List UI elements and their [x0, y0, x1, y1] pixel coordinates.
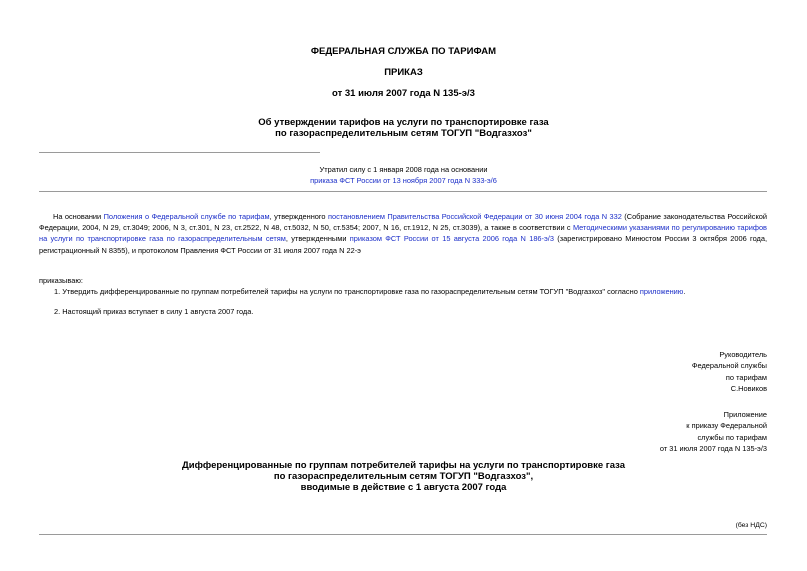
doc-title-line1: Об утверждении тарифов на услуги по транспортировке газа	[258, 117, 549, 128]
appendix-title-line3: вводимые в действие с 1 августа 2007 года	[300, 482, 507, 493]
appendix-ref-line2: к приказу Федеральной	[686, 421, 767, 431]
order-item-2: 2. Настоящий приказ вступает в силу 1 августа 2007 года.	[54, 307, 254, 316]
signature-line1: Руководитель	[719, 350, 767, 359]
appendix-ref-line4: от 31 июля 2007 года N 135-э/3	[659, 443, 767, 453]
link-fst-order-186[interactable]: приказом ФСТ России от 15 августа 2006 года N 186-э/3	[349, 234, 554, 244]
signature-line2: Федеральной службы	[691, 361, 767, 371]
preamble-text: (зарегистрировано Минюстом России 3 октября 2006 года, регистрационный N 8355), и протоколом Правления ФСТ России от 31 июля 2007 года N 22-э	[39, 234, 768, 255]
order-intro: приказываю:	[39, 276, 83, 285]
appendix-title-line2: по газораспределительным сетям ТОГУП "Водгазхоз",	[273, 471, 534, 482]
doc-title-line2: по газораспределительным сетям ТОГУП "Водгазхоз"	[275, 128, 532, 139]
link-government-decree[interactable]: постановлением Правительства Российской Федерации от 30 июня 2004 года N 332	[327, 212, 622, 221]
status-link[interactable]: приказа ФСТ России от 13 ноября 2007 года N 333-э/6	[310, 176, 497, 185]
long-rule	[39, 191, 767, 192]
org-name: ФЕДЕРАЛЬНАЯ СЛУЖБА ПО ТАРИФАМ	[310, 46, 497, 57]
appendix-title-line1: Дифференцированные по группам потребителей тарифы на услуги по транспортировке газа	[181, 460, 626, 471]
link-fts-regulation[interactable]: Положения о Федеральной службе по тарифам	[103, 212, 270, 221]
preamble-text: На основании	[53, 212, 104, 221]
appendix-reference	[567, 409, 767, 454]
appendix-ref-line1: Приложение	[723, 410, 767, 419]
signature-name: С.Новиков	[730, 383, 767, 393]
bottom-rule	[39, 534, 767, 535]
link-appendix[interactable]: приложению	[639, 287, 684, 296]
short-rule	[39, 152, 320, 153]
order-item-1-end: .	[683, 287, 686, 296]
status-note	[0, 164, 807, 186]
order-item-1	[39, 286, 767, 297]
vat-note: (без НДС)	[735, 522, 767, 529]
link-methodical-guidelines[interactable]: Методическими указаниями по регулированию тарифов на услуги по транспортировке газа по газораспределительным сетям	[39, 223, 767, 244]
preamble-text: (Собрание законодательства Российской Федерации, 2004, N 29, ст.3049; 2006, N 3, ст.301, N 23, ст.2522, N 48, ст.5032, N 50, ст.5354; 2007, N 16, ст.1912, N 25, ст.3039), а также в соответствии с	[39, 212, 768, 233]
preamble-text: , утвержденного	[269, 212, 328, 221]
doc-date-number: от 31 июля 2007 года N 135-э/3	[332, 88, 475, 99]
preamble-paragraph	[39, 211, 767, 256]
doc-type: ПРИКАЗ	[384, 67, 423, 78]
appendix-ref-line3: службы по тарифам	[697, 432, 767, 442]
status-line: Утратил силу с 1 января 2008 года на основании	[319, 165, 488, 174]
signature-line3: по тарифам	[725, 372, 767, 382]
preamble-text: , утвержденными	[285, 234, 350, 244]
signature-block	[567, 349, 767, 394]
order-item-1-text: 1. Утвердить дифференцированные по группам потребителей тарифы на услуги по транспортировке газа по газораспределительным сетям ТОГУП "Водгазхоз" согласно	[54, 287, 640, 296]
